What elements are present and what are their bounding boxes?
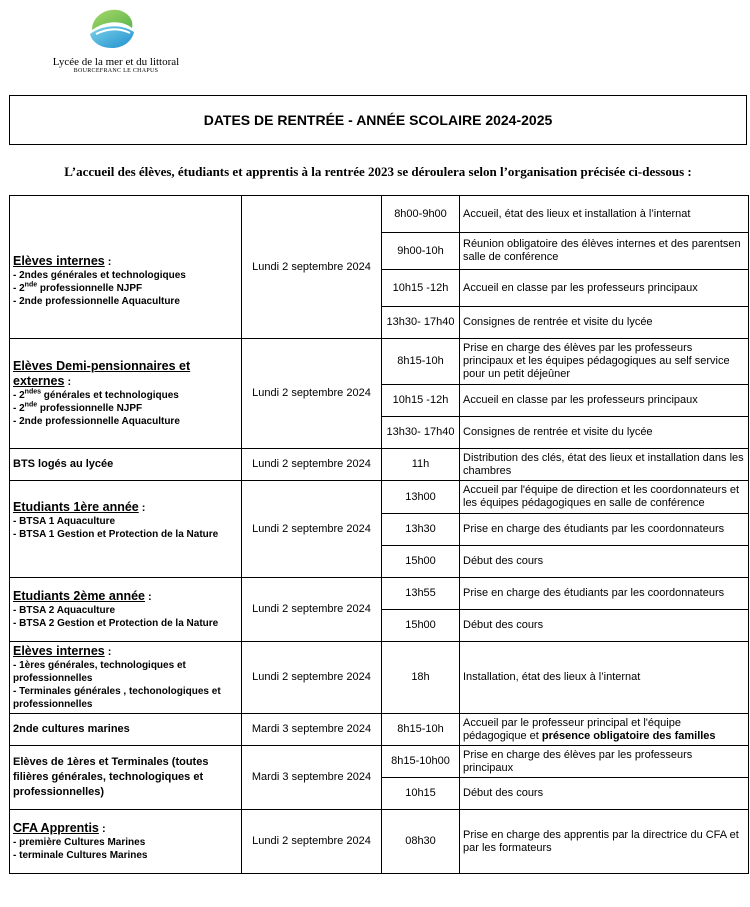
- activity-cell: Distribution des clés, état des lieux et installation dans les chambres: [460, 449, 749, 481]
- activity-cell: Prise en charge des apprentis par la directrice du CFA et par les formateurs: [460, 810, 749, 874]
- wave-logo-icon: [82, 6, 146, 52]
- date-cell: Mardi 3 septembre 2024: [242, 746, 382, 810]
- table-row: [10, 339, 749, 385]
- date-cell: Lundi 2 septembre 2024: [242, 481, 382, 578]
- activity-cell: Consignes de rentrée et visite du lycée: [460, 417, 749, 449]
- activity-cell: Accueil, état des lieux et installation à l’internat: [460, 196, 749, 233]
- group-internes: Elèves internes : - 2ndes générales et technologiques - 2nde professionnelle NJPF - 2nde professionnelle Aquaculture: [10, 196, 242, 339]
- time-cell: 10h15 -12h: [382, 385, 460, 417]
- group-demi-pensionnaires: Elèves Demi-pensionnaires et externes : - $2^{ndes}$ générales et technologiques - 2nde professionnelle NJPF - 2nde professionnelle Aquaculture: [10, 339, 242, 449]
- date-cell: Lundi 2 septembre 2024: [242, 339, 382, 449]
- time-cell: 8h15-10h00: [382, 746, 460, 778]
- activity-cell: Début des cours: [460, 546, 749, 578]
- activity-cell: Consignes de rentrée et visite du lycée: [460, 307, 749, 339]
- school-name: Lycée de la mer et du littoral: [52, 56, 180, 68]
- activity-cell: Prise en charge des étudiants par les coordonnateurs: [460, 514, 749, 546]
- table-row: [10, 746, 749, 778]
- date-cell: Mardi 3 septembre 2024: [242, 714, 382, 746]
- group-etudiants-1: Etudiants 1ère année : - BTSA 1 Aquaculture - BTSA 1 Gestion et Protection de la Nature: [10, 481, 242, 578]
- activity-cell: Accueil en classe par les professeurs principaux: [460, 385, 749, 417]
- time-cell: 8h15-10h: [382, 339, 460, 385]
- activity-cell: Prise en charge des élèves par les professeurs principaux et les équipes pédagogiques au self service pour un petit déjeûner: [460, 339, 749, 385]
- group-cultures-marines: 2nde cultures marines: [10, 714, 242, 746]
- time-cell: 13h55: [382, 578, 460, 610]
- activity-cell: Installation, état des lieux à l’internat: [460, 642, 749, 714]
- activity-cell: Prise en charge des élèves par les professeurs principaux: [460, 746, 749, 778]
- time-cell: 13h30- 17h40: [382, 307, 460, 339]
- page-title: [9, 95, 747, 145]
- group-internes-terminales: Elèves internes : - 1ères générales, technologiques et professionnelles - Terminales générales , techonologiques et professionnelles: [10, 642, 242, 714]
- time-cell: 13h00: [382, 481, 460, 514]
- schedule-table: [9, 195, 749, 874]
- date-cell: Lundi 2 septembre 2024: [242, 196, 382, 339]
- time-cell: 08h30: [382, 810, 460, 874]
- group-terminales: Elèves de 1ères et Terminales (toutes filières générales, technologiques et professionnelles): [10, 746, 242, 810]
- time-cell: 18h: [382, 642, 460, 714]
- activity-cell: Accueil en classe par les professeurs principaux: [460, 270, 749, 307]
- time-cell: 15h00: [382, 610, 460, 642]
- table-row: [10, 578, 749, 610]
- activity-cell: Réunion obligatoire des élèves internes et des parentsen salle de conférence: [460, 233, 749, 270]
- activity-cell: Accueil par le professeur principal et l'équipe pédagogique et présence obligatoire des familles: [460, 714, 749, 746]
- time-cell: 9h00-10h: [382, 233, 460, 270]
- table-row: [10, 810, 749, 874]
- time-cell: 8h00-9h00: [382, 196, 460, 233]
- table-row: [10, 449, 749, 481]
- activity-cell: Début des cours: [460, 610, 749, 642]
- date-cell: Lundi 2 septembre 2024: [242, 810, 382, 874]
- activity-cell: Prise en charge des étudiants par les coordonnateurs: [460, 578, 749, 610]
- date-cell: Lundi 2 septembre 2024: [242, 642, 382, 714]
- group-bts: BTS logés au lycée: [10, 449, 242, 481]
- table-row: [10, 714, 749, 746]
- activity-cell: Début des cours: [460, 778, 749, 810]
- table-row: [10, 642, 749, 714]
- table-row: [10, 196, 749, 233]
- time-cell: 10h15: [382, 778, 460, 810]
- time-cell: 15h00: [382, 546, 460, 578]
- date-cell: Lundi 2 septembre 2024: [242, 449, 382, 481]
- time-cell: 13h30: [382, 514, 460, 546]
- time-cell: 13h30- 17h40: [382, 417, 460, 449]
- activity-cell: Accueil par l'équipe de direction et les coordonnateurs et les équipes pédagogiques en salle de conférence: [460, 481, 749, 514]
- group-cfa: CFA Apprentis : - première Cultures Marines - terminale Cultures Marines: [10, 810, 242, 874]
- date-cell: Lundi 2 septembre 2024: [242, 578, 382, 642]
- intro-text: L’accueil des élèves, étudiants et apprentis à la rentrée 2023 se déroulera selon l’organisation précisée ci-dessous :: [64, 164, 692, 179]
- table-row: [10, 481, 749, 514]
- group-etudiants-2: Etudiants 2ème année : - BTSA 2 Aquaculture - BTSA 2 Gestion et Protection de la Nature: [10, 578, 242, 642]
- time-cell: 8h15-10h: [382, 714, 460, 746]
- school-logo: [36, 6, 196, 72]
- time-cell: 11h: [382, 449, 460, 481]
- school-town: BOURCEFRANC LE CHAPUS: [73, 68, 159, 74]
- time-cell: 10h15 -12h: [382, 270, 460, 307]
- page-title-text: DATES DE RENTRÉE - ANNÉE SCOLAIRE 2024-2025: [203, 112, 553, 128]
